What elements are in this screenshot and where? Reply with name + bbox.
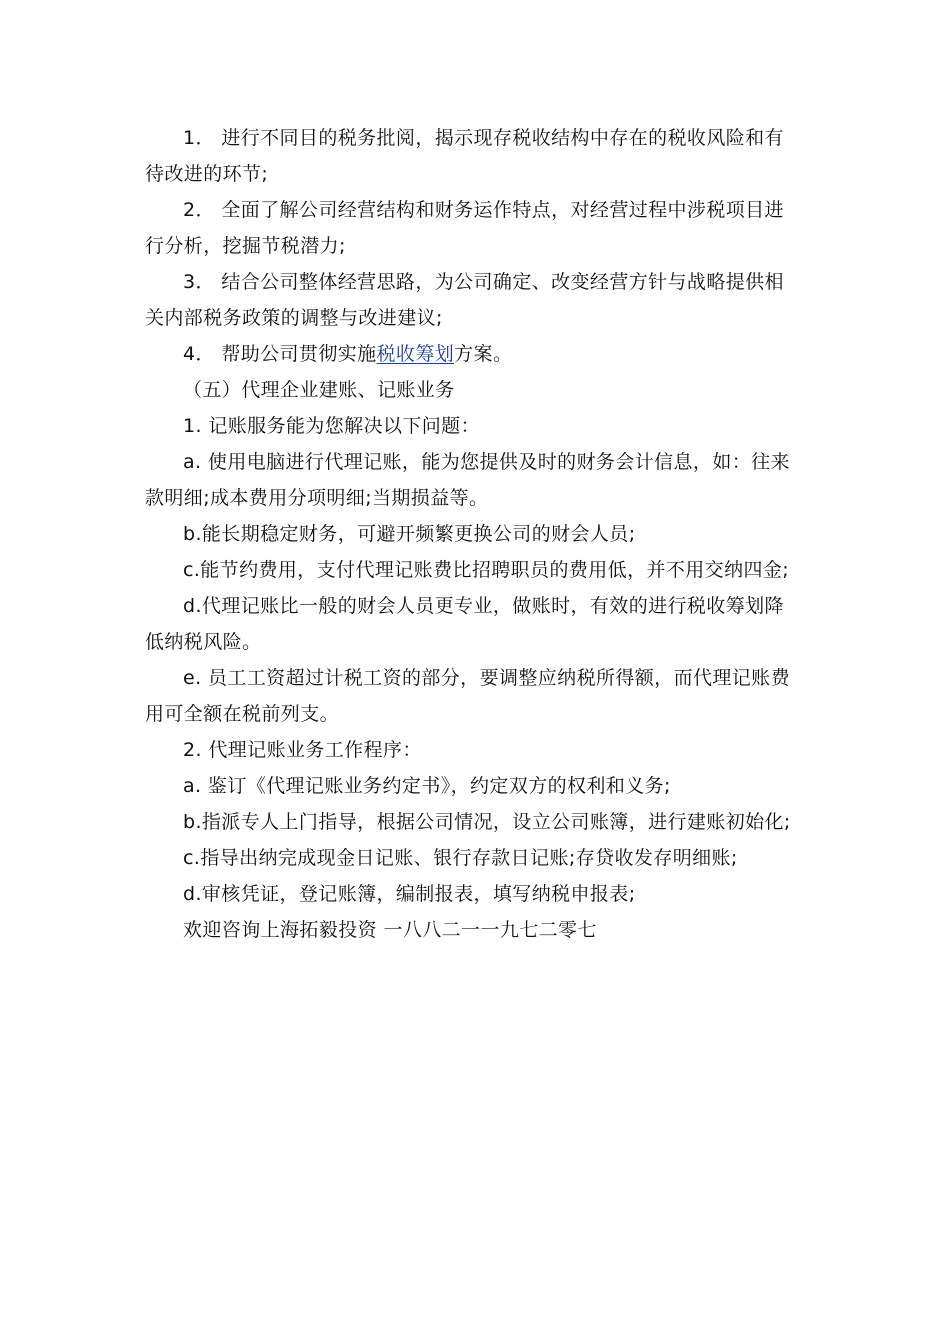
section-5-sub1-title: 1. 记账服务能为您解决以下问题： — [183, 415, 480, 437]
paragraph-1: 1． 进行不同目的税务批阅，揭示现存税收结构中存在的税收风险和有待改进的环节; — [145, 127, 784, 185]
sub2-item-b: b.指派专人上门指导，根据公司情况，设立公司账簿，进行建账初始化; — [183, 811, 791, 833]
paragraph-4-after: 方案。 — [454, 343, 513, 365]
sub2-item-c: c.指导出纳完成现金日记账、银行存款日记账;存贷收发存明细账; — [183, 847, 738, 869]
sub2-item-a: a. 鉴订《代理记账业务约定书》，约定双方的权利和义务; — [183, 775, 671, 797]
paragraph-4 — [145, 336, 800, 372]
section-5-heading: （五）代理企业建账、记账业务 — [183, 379, 455, 401]
paragraph-3: 3． 结合公司整体经营思路，为公司确定、改变经营方针与战略提供相关内部税务政策的调整与改进建议; — [145, 271, 784, 329]
sub1-item-e: e. 员工工资超过计税工资的部分，要调整应纳税所得额，而代理记账费用可全额在税前列支。 — [145, 667, 790, 725]
section-5-sub2-title: 2. 代理记账业务工作程序： — [183, 739, 422, 761]
paragraph-2: 2． 全面了解公司经营结构和财务运作特点，对经营过程中涉税项目进行分析，挖掘节税潜力; — [145, 199, 784, 257]
sub1-item-b: b.能长期稳定财务，可避开频繁更换公司的财会人员; — [183, 523, 636, 545]
sub1-item-a: a. 使用电脑进行代理记账，能为您提供及时的财务会计信息，如：往来款明细;成本费用分项明细;当期损益等。 — [145, 451, 790, 509]
sub1-item-c: c.能节约费用，支付代理记账费比招聘职员的费用低，并不用交纳四金; — [183, 559, 790, 581]
tax-planning-link[interactable]: 税收筹划 — [376, 343, 455, 365]
sub2-item-d: d.审核凭证，登记账簿，编制报表，填写纳税申报表; — [183, 883, 636, 905]
footer-contact: 欢迎咨询上海拓毅投资 一八八二一一九七二零七 — [183, 919, 597, 941]
sub1-item-d: d.代理记账比一般的财会人员更专业，做账时，有效的进行税收筹划降低纳税风险。 — [145, 595, 784, 653]
paragraph-4-before: 4． 帮助公司贯彻实施 — [183, 343, 377, 365]
